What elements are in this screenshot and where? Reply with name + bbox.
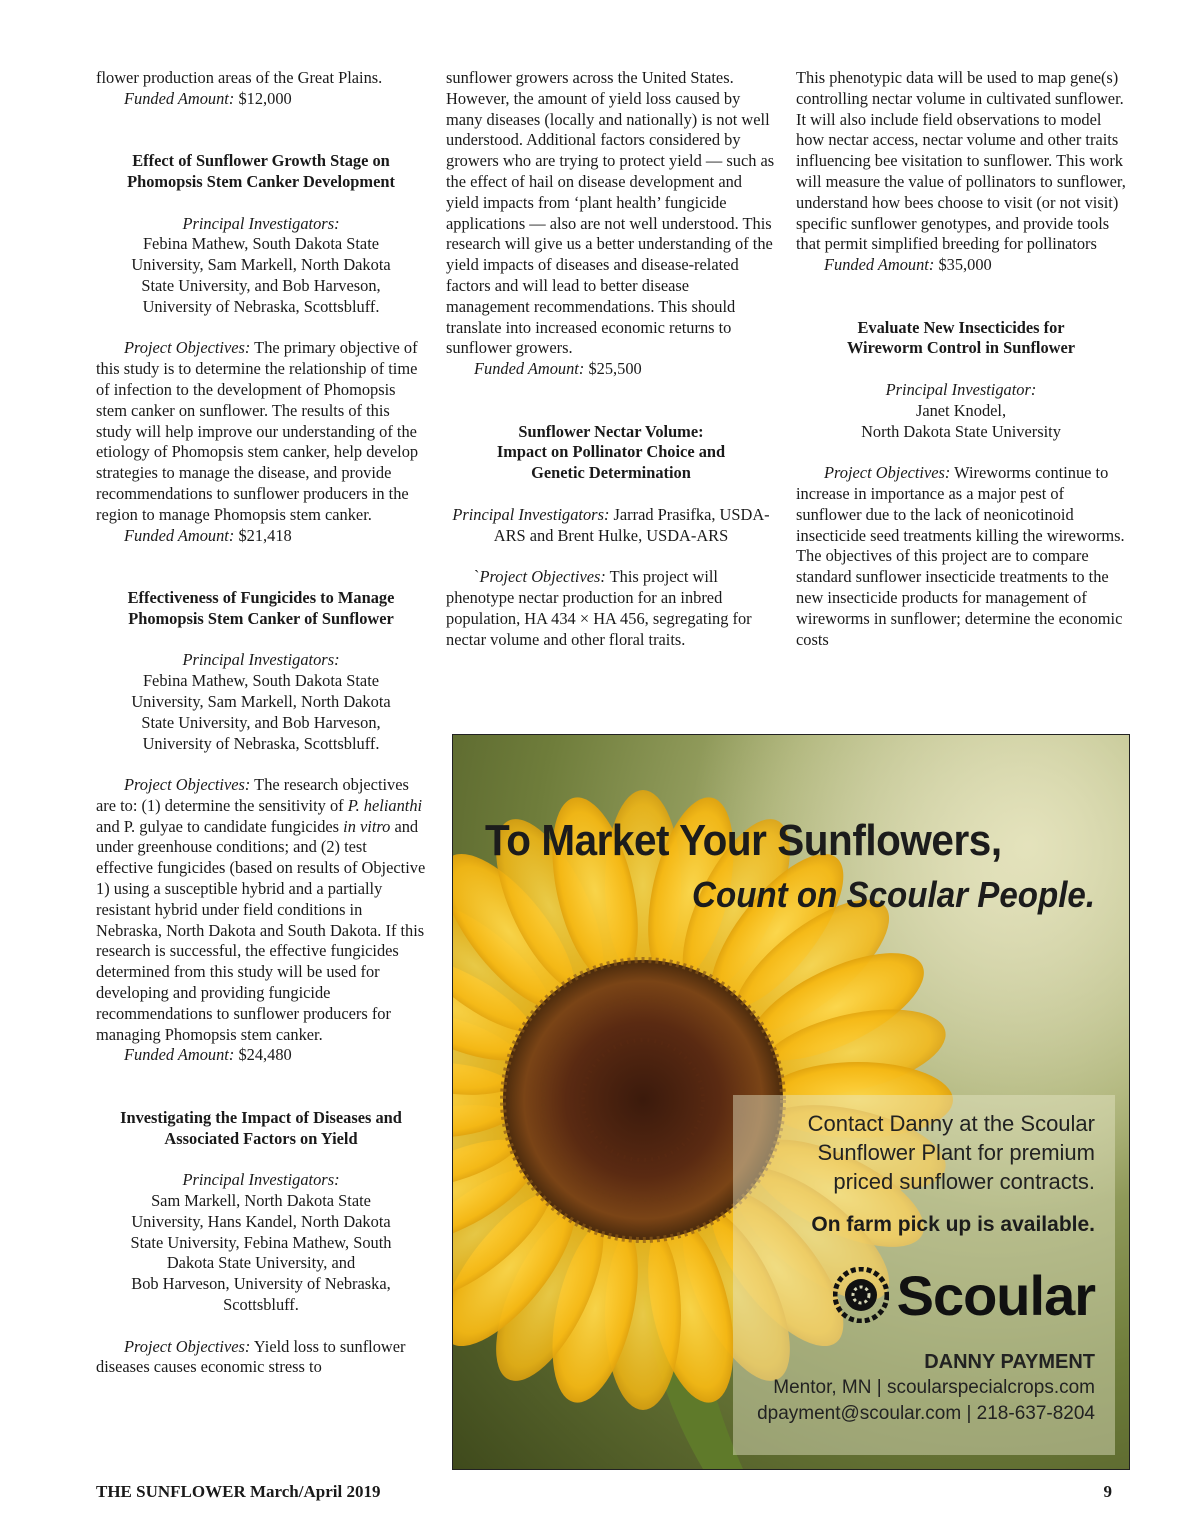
ad-email-phone: dpayment@scoular.com | 218-637-8204 [757,1403,1095,1424]
ad-contact-name: DANNY PAYMENT [924,1351,1095,1373]
funded-amount: Funded Amount: $25,500 [474,359,642,379]
scoular-logo-icon [833,1267,889,1323]
intro-continuation: flower production areas of the Great Plains. [96,68,383,87]
funded-amount: Funded Amount: $35,000 [824,255,992,275]
pi-label: Principal Investigators: [182,650,340,670]
project-objectives: Project Objectives: The primary objective of this study is to determine the relationship of time of infection to the development of Phomopsis stem canker on sunflower. The results of this study will help improve our understanding of the etiology of Phomopsis stem canker, help develop strategies to manage the disease, and provide recommendations to sunflower producers in the region to manage Phomopsis stem canker. [96,338,419,524]
scoular-advertisement [452,734,1130,1470]
article-continuation: sunflower growers across the United States. However, the amount of yield loss caused by many diseases (locally and nationally) is not well understood. Additional factors considered by growers who are trying to protect yield — such as the effect of hail on disease development and yield impacts from ‘plant health’ fungicide applications — also are not well understood. This research will give us a better understanding of the yield impacts of diseases and disease-related factors and will lead to better disease management recommendations. This should translate into increased economic returns to sunflower growers. [446,68,775,358]
pi-line: Principal Investigators: Jarrad Prasifka, USDA-ARS and Brent Hulke, USDA-ARS [452,504,770,545]
pi-label: Principal Investigators: [182,1170,340,1190]
pi-names: Janet Knodel, North Dakota State University [861,400,1061,441]
ad-headline-1: To Market Your Sunflowers, [485,816,1002,865]
project-objectives: Project Objectives: The research objectives are to: (1) determine the sensitivity of P. helianthi and P. gulyae to candidate fungicides in vitro and under greenhouse conditions; and (2) test effective fungicides (based on results of Objective 1) using a susceptible hybrid and a partially resistant hybrid under field conditions in Nebraska, North Dakota and South Dakota. If this research is successful, the effective fungicides determined from this study will be used for developing and providing fungicide recommendations to sunflower producers for managing Phomopsis stem canker. [96,775,426,1044]
project-objectives: Project Objectives: Wireworms continue to increase in importance as a major pest of sunflower due to the lack of neonicotinoid insecticide seed treatments killing the wireworms. The objectives of this project are to compare standard sunflower insecticide treatments to the new insecticide products for management of wireworms in sunflower; determine the economic costs [796,463,1125,649]
scoular-logo [833,1265,1095,1325]
article-title-wireworm: Evaluate New Insecticides for Wireworm Control in Sunflower [846,317,1076,358]
pi-names: Sam Markell, North Dakota State University, Hans Kandel, North Dakota State University, Febina Mathew, South Dakota State University, and Bob Harveson, University of Nebraska, Scottsbluff. [130,1191,392,1315]
column-1 [96,68,426,1378]
ad-pickup-text: On farm pick up is available. [811,1213,1095,1236]
article-continuation: This phenotypic data will be used to map gene(s) controlling nectar volume in cultivated sunflower. It will also include field observations to model how nectar access, nectar volume and other traits influencing bee visitation to sunflower. This work will measure the value of pollinators to sunflower, understand how bees choose to visit (or not visit) specific sunflower genotypes, and provide tools that permit simplified breeding for pollinators [796,68,1126,254]
article-title-diseases-yield: Investigating the Impact of Diseases and Associated Factors on Yield [120,1107,402,1148]
ad-contact-text: Contact Danny at the Scoular Sunflower Plant for premium priced sunflower contracts. [807,1111,1095,1194]
page-number: 9 [1103,1482,1112,1501]
ad-headline-2: Count on Scoular People. [692,874,1095,915]
intro-funded-amount: Funded Amount: $12,000 [124,88,292,108]
column-2 [446,68,776,650]
article-title-growth-stage: Effect of Sunflower Growth Stage on Phomopsis Stem Canker Development [127,151,395,191]
project-objectives: Project Objectives: Yield loss to sunflower diseases causes economic stress to [96,1336,406,1377]
scoular-logo-text: Scoular [896,1263,1095,1327]
project-objectives: `Project Objectives: This project will phenotype nectar production for an inbred population, HA 434 × HA 456, segregating for nectar volume and other floral traits. [446,567,752,649]
pi-names: Febina Mathew, South Dakota State University, Sam Markell, North Dakota State University, and Bob Harveson, University of Nebraska, Scottsbluff. [131,671,391,753]
pi-label: Principal Investigator: [885,379,1037,399]
pi-label: Principal Investigators: [182,213,340,233]
ad-location-website: Mentor, MN | scoularspecialcrops.com [773,1377,1095,1398]
pi-names: Febina Mathew, South Dakota State University, Sam Markell, North Dakota State University, and Bob Harveson, University of Nebraska, Scottsbluff. [131,234,391,316]
article-title-nectar: Sunflower Nectar Volume: Impact on Pollinator Choice and Genetic Determination [496,421,726,483]
column-3 [796,68,1126,650]
footer-publication: THE SUNFLOWER March/April 2019 [96,1482,381,1501]
funded-amount: Funded Amount: $24,480 [124,1045,292,1065]
article-title-fungicides: Effectiveness of Fungicides to Manage Phomopsis Stem Canker of Sunflower [127,587,395,628]
funded-amount: Funded Amount: $21,418 [124,525,292,545]
